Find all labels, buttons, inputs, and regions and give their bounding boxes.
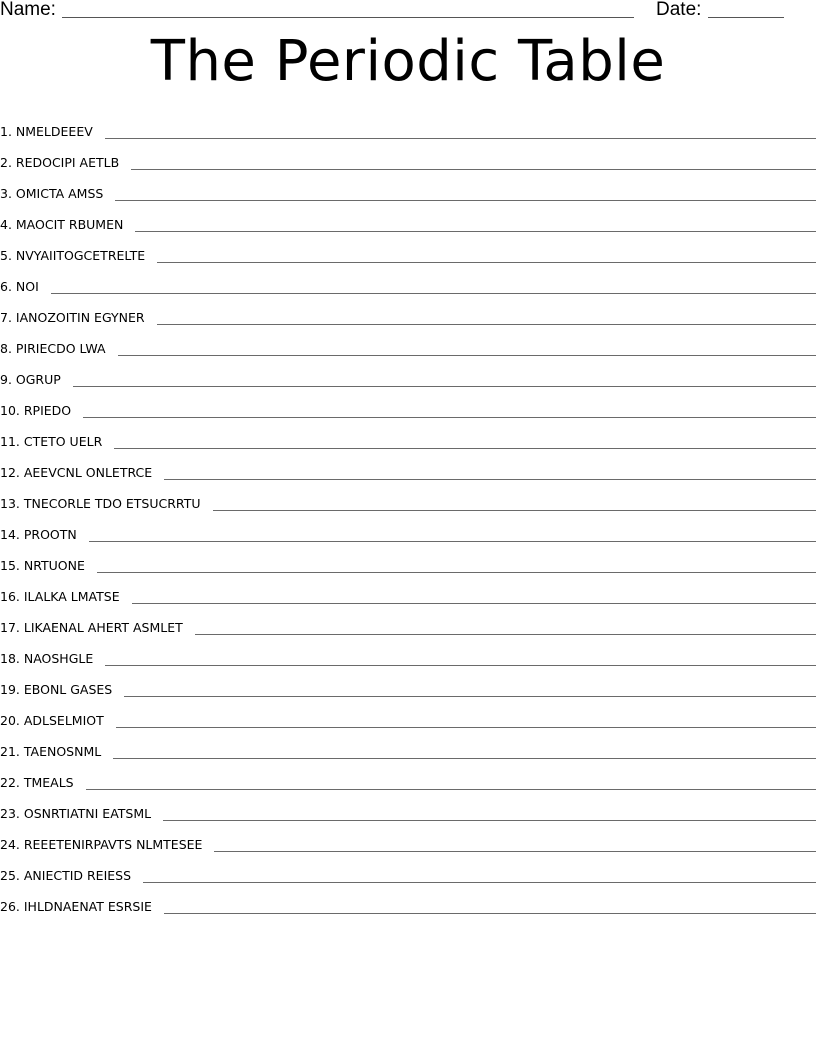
question-row [0, 298, 816, 329]
question-row [0, 763, 816, 794]
scrambled-word: 6. NOI [0, 279, 39, 294]
question-row [0, 608, 816, 639]
name-field[interactable] [62, 17, 634, 18]
question-row [0, 670, 816, 701]
scrambled-word: 12. AEEVCNL ONLETRCE [0, 465, 153, 480]
answer-line[interactable] [143, 882, 816, 883]
scrambled-word: 1. NMELDEEEV [0, 124, 93, 139]
answer-line[interactable] [213, 510, 816, 511]
question-row [0, 422, 816, 453]
answer-line[interactable] [51, 293, 816, 294]
answer-line[interactable] [97, 572, 816, 573]
answer-line[interactable] [113, 758, 816, 759]
scrambled-word: 19. EBONL GASES [0, 682, 113, 697]
question-row [0, 794, 816, 825]
answer-line[interactable] [124, 696, 816, 697]
page-title: The Periodic Table [150, 29, 666, 94]
scrambled-word: 8. PIRIECDO LWA [0, 341, 106, 356]
scrambled-word: 23. OSNRTIATNI EATSML [0, 806, 152, 821]
scrambled-word: 7. IANOZOITIN EGYNER [0, 310, 145, 325]
answer-line[interactable] [164, 913, 816, 914]
question-row [0, 546, 816, 577]
scrambled-word: 5. NVYAIITOGCETRELTE [0, 248, 146, 263]
answer-line[interactable] [118, 355, 816, 356]
question-row [0, 143, 816, 174]
answer-line[interactable] [114, 448, 816, 449]
question-row [0, 453, 816, 484]
answer-line[interactable] [131, 169, 816, 170]
name-label: Name: [0, 0, 56, 20]
question-row [0, 825, 816, 856]
scrambled-word: 14. PROOTN [0, 527, 77, 542]
question-row [0, 887, 816, 918]
answer-line[interactable] [89, 541, 816, 542]
date-label: Date: [656, 0, 702, 20]
question-list [0, 112, 816, 918]
scrambled-word: 11. CTETO UELR [0, 434, 103, 449]
question-row [0, 236, 816, 267]
scrambled-word: 17. LIKAENAL AHERT ASMLET [0, 620, 183, 635]
answer-line[interactable] [116, 727, 816, 728]
scrambled-word: 18. NAOSHGLE [0, 651, 94, 666]
question-row [0, 856, 816, 887]
answer-line[interactable] [105, 665, 816, 666]
scrambled-word: 24. REEETENIRPAVTS NLMTESEE [0, 837, 203, 852]
answer-line[interactable] [214, 851, 816, 852]
worksheet-header [0, 0, 816, 24]
question-row [0, 732, 816, 763]
answer-line[interactable] [115, 200, 816, 201]
answer-line[interactable] [157, 324, 816, 325]
question-row [0, 267, 816, 298]
scrambled-word: 21. TAENOSNML [0, 744, 102, 759]
scrambled-word: 13. TNECORLE TDO ETSUCRRTU [0, 496, 201, 511]
answer-line[interactable] [135, 231, 816, 232]
scrambled-word: 15. NRTUONE [0, 558, 85, 573]
question-row [0, 329, 816, 360]
question-row [0, 112, 816, 143]
answer-line[interactable] [157, 262, 816, 263]
question-row [0, 701, 816, 732]
scrambled-word: 22. TMEALS [0, 775, 74, 790]
answer-line[interactable] [164, 479, 816, 480]
question-row [0, 515, 816, 546]
answer-line[interactable] [83, 417, 816, 418]
scrambled-word: 25. ANIECTID REIESS [0, 868, 132, 883]
answer-line[interactable] [73, 386, 816, 387]
question-row [0, 391, 816, 422]
answer-line[interactable] [132, 603, 816, 604]
question-row [0, 174, 816, 205]
scrambled-word: 20. ADLSELMIOT [0, 713, 104, 728]
question-row [0, 205, 816, 236]
answer-line[interactable] [86, 789, 816, 790]
scrambled-word: 4. MAOCIT RBUMEN [0, 217, 124, 232]
scrambled-word: 16. ILALKA LMATSE [0, 589, 120, 604]
answer-line[interactable] [105, 138, 816, 139]
scrambled-word: 26. IHLDNAENAT ESRSIE [0, 899, 152, 914]
answer-line[interactable] [163, 820, 816, 821]
scrambled-word: 2. REDOCIPI AETLB [0, 155, 120, 170]
question-row [0, 484, 816, 515]
date-field[interactable] [708, 17, 784, 18]
question-row [0, 577, 816, 608]
scrambled-word: 3. OMICTA AMSS [0, 186, 104, 201]
scrambled-word: 9. OGRUP [0, 372, 61, 387]
answer-line[interactable] [195, 634, 816, 635]
question-row [0, 639, 816, 670]
question-row [0, 360, 816, 391]
scrambled-word: 10. RPIEDO [0, 403, 72, 418]
